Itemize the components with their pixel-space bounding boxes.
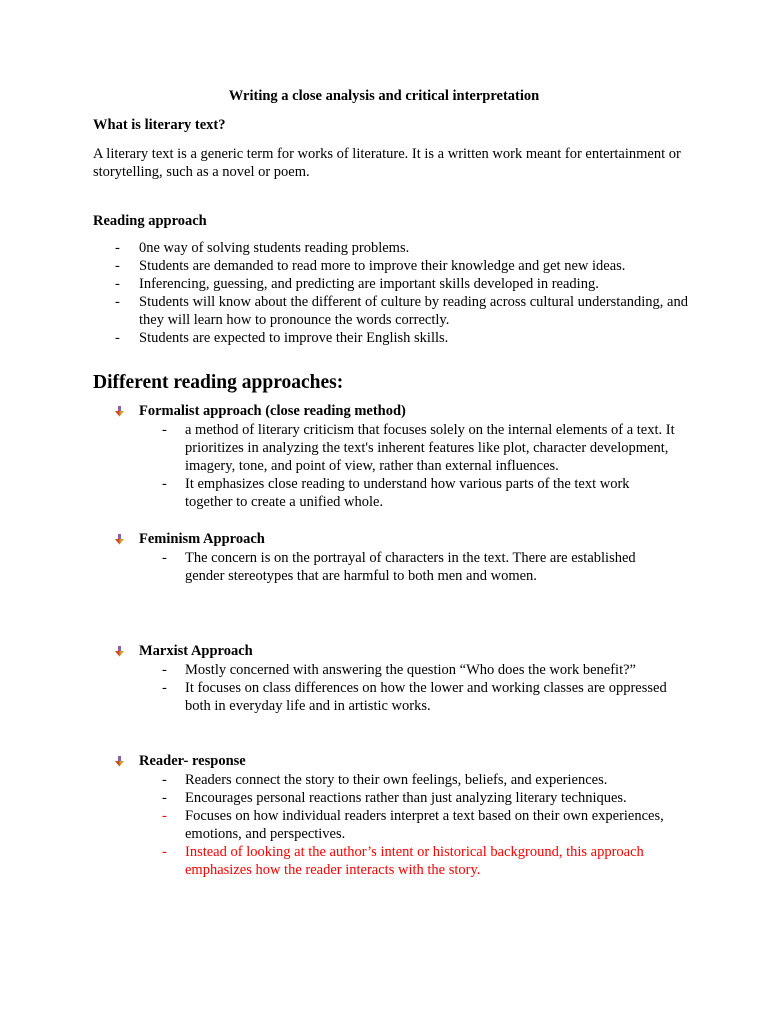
list-item: - a method of literary criticism that focuses solely on the internal elements of a text. It prioritizes in analyzing the text's inherent features like plot, character development, imagery, tone, and point of view, rather than external influences. <box>162 422 675 474</box>
approach-title: Marxist Approach <box>139 643 253 659</box>
reading-approach-heading: Reading approach <box>93 213 207 229</box>
reading-approach-list <box>93 239 693 347</box>
approach-formalist <box>93 401 693 511</box>
approach-item-list <box>93 421 693 511</box>
approach-title: Feminism Approach <box>139 531 265 547</box>
list-item: - Focuses on how individual readers interpret a text based on their own experiences, emotions, and perspectives. <box>162 808 664 842</box>
question-heading: What is literary text? <box>93 117 226 133</box>
list-item: - Students are expected to improve their English skills. <box>115 330 449 346</box>
list-item: - It focuses on class differences on how the lower and working classes are oppressed both in everyday life and in artistic works. <box>162 680 667 714</box>
list-item: - Students are demanded to read more to improve their knowledge and get new ideas. <box>115 258 626 274</box>
arrow-bullet-icon <box>114 406 125 417</box>
arrow-bullet-icon <box>114 534 125 545</box>
arrow-bullet-icon <box>114 646 125 657</box>
different-approaches-heading: Different reading approaches: <box>93 372 344 393</box>
list-item: - The concern is on the portrayal of characters in the text. There are established gender stereotypes that are harmful to both men and women. <box>162 550 636 584</box>
approach-reader-response <box>93 751 693 879</box>
document-page <box>93 86 693 879</box>
intro-paragraph: A literary text is a generic term for works of literature. It is a written work meant for entertainment or storytelling, such as a novel or poem. <box>93 146 681 180</box>
approach-title: Reader- response <box>139 753 246 769</box>
list-item: - Inferencing, guessing, and predicting are important skills developed in reading. <box>115 276 599 292</box>
approach-feminism <box>93 529 693 585</box>
list-item: - Students will know about the different of culture by reading across cultural understanding, and they will learn how to pronounce the words correctly. <box>115 294 688 328</box>
arrow-bullet-icon <box>114 756 125 767</box>
approach-title: Formalist approach (close reading method) <box>139 403 406 419</box>
list-item: - It emphasizes close reading to understand how various parts of the text work together to create a unified whole. <box>162 476 630 510</box>
list-item-highlighted: - Instead of looking at the author’s intent or historical background, this approach emphasizes how the reader interacts with the story. <box>162 844 644 878</box>
list-item: - Readers connect the story to their own feelings, beliefs, and experiences. <box>162 772 608 788</box>
list-item: - Encourages personal reactions rather than just analyzing literary techniques. <box>162 790 627 806</box>
list-item: - Mostly concerned with answering the question “Who does the work benefit?” <box>162 662 636 678</box>
approach-item-list <box>93 549 693 585</box>
approach-marxist <box>93 641 693 715</box>
document-title: Writing a close analysis and critical interpretation <box>228 88 540 104</box>
approach-item-list <box>93 661 693 715</box>
approach-item-list <box>93 771 693 879</box>
list-item: - 0ne way of solving students reading problems. <box>115 240 410 256</box>
